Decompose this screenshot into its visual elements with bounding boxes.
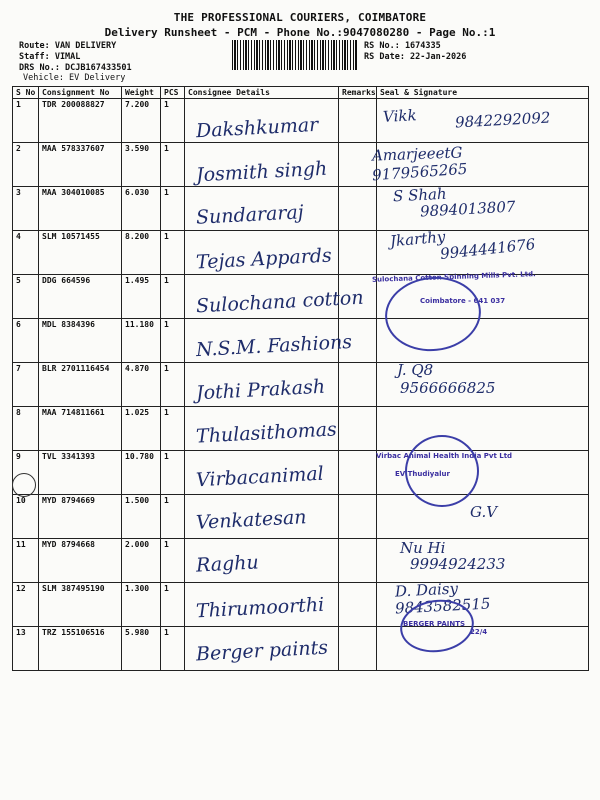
cell-weight: 6.030 (122, 187, 161, 231)
remarks-cell (339, 143, 377, 187)
consignee-cell (185, 143, 339, 187)
cell-weight: 2.000 (122, 539, 161, 583)
handwritten-consignee: Sundararaj (195, 201, 305, 229)
cell-sno: 8 (13, 407, 39, 451)
cell-pcs: 1 (161, 143, 185, 187)
handwritten-signature: Jkarthy (389, 227, 447, 251)
handwritten-signature: S Shah (392, 184, 448, 206)
cell-pcs: 1 (161, 539, 185, 583)
cell-sno: 3 (13, 187, 39, 231)
cell-consignment: MDL 8384396 (39, 319, 122, 363)
handwritten-signature: AmarjeeetG (371, 143, 463, 165)
handwritten-signature: Virbac Animal Health India Pvt Ltd (376, 451, 513, 460)
rs-date: RS Date: 22-Jan-2026 (364, 52, 467, 62)
handwritten-phone: Coimbatore - 641 037 (420, 297, 506, 306)
signature-cell (377, 143, 589, 187)
cell-consignment: MYD 8794668 (39, 539, 122, 583)
handwritten-consignee: Tejas Appards (195, 244, 333, 274)
handwritten-phone: 9842292092 (454, 108, 551, 132)
cell-pcs: 1 (161, 583, 185, 627)
handwritten-phone: 9944441676 (439, 234, 537, 263)
remarks-cell (339, 319, 377, 363)
consignee-cell (185, 231, 339, 275)
signature-cell (377, 99, 589, 143)
cell-sno: 12 (13, 583, 39, 627)
cell-weight: 11.180 (122, 319, 161, 363)
signature-cell (377, 231, 589, 275)
handwritten-consignee: Raghu (195, 551, 260, 577)
handwritten-signature: Sulochana Cotton Spinning Mills Pvt. Ltd. (371, 270, 536, 285)
cell-consignment: MAA 304010085 (39, 187, 122, 231)
cell-sno: 13 (13, 627, 39, 671)
cell-pcs: 1 (161, 495, 185, 539)
handwritten-signature: Vikk (382, 106, 417, 126)
remarks-cell (339, 539, 377, 583)
handwritten-consignee: Sulochana cotton (195, 287, 365, 318)
table-row (13, 627, 589, 671)
cell-weight: 1.300 (122, 583, 161, 627)
remarks-cell (339, 627, 377, 671)
handwritten-phone: 9843582515 (394, 594, 491, 618)
handwritten-consignee: N.S.M. Fashions (195, 330, 353, 362)
cell-sno: 9 (13, 451, 39, 495)
cell-consignment: TVL 3341393 (39, 451, 122, 495)
table-row (13, 143, 589, 187)
table-row (13, 451, 589, 495)
consignee-cell (185, 539, 339, 583)
remarks-cell (339, 451, 377, 495)
cell-pcs: 1 (161, 363, 185, 407)
cell-consignment: BLR 2701116454 (39, 363, 122, 407)
cell-sno: 1 (13, 99, 39, 143)
table-row (13, 99, 589, 143)
cell-sno: 6 (13, 319, 39, 363)
runsheet-subtitle: Delivery Runsheet - PCM - Phone No.:9047080280 - Page No.:1 (104, 26, 496, 39)
cell-consignment: MYD 8794669 (39, 495, 122, 539)
signature-cell (377, 407, 589, 451)
consignee-cell (185, 627, 339, 671)
consignee-cell (185, 451, 339, 495)
handwritten-signature: D. Daisy (394, 578, 459, 601)
route-label: Route: VAN DELIVERY (19, 41, 117, 51)
col-consignee: Consignee Details (185, 87, 339, 99)
handwritten-signature: BERGER PAINTS (403, 620, 466, 629)
col-remarks: Remarks (339, 87, 377, 99)
consignee-cell (185, 363, 339, 407)
cell-pcs: 1 (161, 187, 185, 231)
cell-weight: 7.200 (122, 99, 161, 143)
handwritten-phone: 9566666825 (400, 378, 496, 397)
handwritten-consignee: Venkatesan (195, 506, 307, 535)
cell-consignment: SLM 387495190 (39, 583, 122, 627)
cell-consignment: TRZ 155106516 (39, 627, 122, 671)
cell-consignment: SLM 10571455 (39, 231, 122, 275)
col-signature: Seal & Signature (377, 87, 589, 99)
cell-consignment: TDR 200088827 (39, 99, 122, 143)
handwritten-phone: EV Thudiyalur (395, 469, 450, 478)
signature-cell (377, 184, 589, 231)
col-pcs: PCS (161, 87, 185, 99)
runsheet-table (12, 86, 589, 671)
drs-number: DRS No.: DCJB167433501 (19, 63, 132, 73)
remarks-cell (339, 363, 377, 407)
cell-weight: 1.500 (122, 495, 161, 539)
cell-sno: 11 (13, 539, 39, 583)
cell-pcs: 1 (161, 99, 185, 143)
cell-weight: 1.495 (122, 275, 161, 319)
cell-consignment: MAA 714811661 (39, 407, 122, 451)
remarks-cell (339, 275, 377, 319)
handwritten-phone: 9894013807 (419, 197, 516, 221)
handwritten-consignee: Dakshkumar (195, 113, 319, 143)
cell-sno: 4 (13, 231, 39, 275)
table-row (13, 231, 589, 275)
cell-weight: 5.980 (122, 627, 161, 671)
handwritten-consignee: Thirumoorthi (195, 593, 325, 622)
cell-weight: 8.200 (122, 231, 161, 275)
vehicle-label: Vehicle: EV Delivery (23, 73, 126, 83)
cell-pcs: 1 (161, 319, 185, 363)
cell-pcs: 1 (161, 275, 185, 319)
table-row (13, 363, 589, 407)
handwritten-consignee: Thulasithomas (195, 418, 338, 448)
handwritten-phone: 22/4 (470, 628, 488, 637)
consignee-cell (185, 407, 339, 451)
cell-pcs: 1 (161, 407, 185, 451)
cell-sno: 7 (13, 363, 39, 407)
cell-weight: 10.780 (122, 451, 161, 495)
table-row (13, 187, 589, 231)
cell-weight: 3.590 (122, 143, 161, 187)
consignee-cell (185, 275, 339, 319)
staff-label: Staff: VIMAL (19, 52, 81, 62)
remarks-cell (339, 495, 377, 539)
table-row (13, 495, 589, 539)
cell-weight: 1.025 (122, 407, 161, 451)
cell-pcs: 1 (161, 627, 185, 671)
handwritten-phone: 9179565265 (371, 159, 468, 184)
remarks-cell (339, 187, 377, 231)
col-weight: Weight (122, 87, 161, 99)
table-row (13, 319, 589, 363)
cell-sno: 10 (13, 495, 39, 539)
handwritten-consignee: Berger paints (195, 636, 329, 666)
cell-weight: 4.870 (122, 363, 161, 407)
signature-cell (377, 495, 589, 539)
remarks-cell (339, 583, 377, 627)
remarks-cell (339, 99, 377, 143)
table-row (13, 583, 589, 627)
remarks-cell (339, 407, 377, 451)
handwritten-signature: J. Q8 (397, 360, 434, 379)
table-header-row (13, 87, 589, 99)
consignee-cell (185, 99, 339, 143)
company-seal-stamp (405, 435, 479, 507)
handwritten-consignee: Virbacanimal (195, 462, 325, 492)
cell-sno: 2 (13, 143, 39, 187)
handwritten-signature: Nu Hi (400, 539, 446, 557)
consignee-cell (185, 495, 339, 539)
remarks-cell (339, 231, 377, 275)
table-row (13, 539, 589, 583)
cell-consignment: DDG 664596 (39, 275, 122, 319)
cell-sno: 5 (13, 275, 39, 319)
cell-pcs: 1 (161, 451, 185, 495)
barcode (232, 40, 358, 70)
handwritten-phone: G.V (470, 503, 498, 522)
signature-cell (377, 539, 589, 583)
handwritten-consignee: Josmith singh (195, 157, 328, 187)
handwritten-phone: 9994924233 (410, 555, 506, 573)
signature-cell (377, 360, 589, 407)
cell-consignment: MAA 578337607 (39, 143, 122, 187)
cell-pcs: 1 (161, 231, 185, 275)
col-sno: S No (13, 87, 39, 99)
consignee-cell (185, 583, 339, 627)
consignee-cell (185, 319, 339, 363)
rs-number: RS No.: 1674335 (364, 41, 441, 51)
company-title: THE PROFESSIONAL COURIERS, COIMBATORE (173, 11, 427, 24)
table-row (13, 407, 589, 451)
table-row (13, 275, 589, 319)
consignee-cell (185, 187, 339, 231)
handwritten-consignee: Jothi Prakash (195, 375, 326, 404)
col-consignment: Consignment No (39, 87, 122, 99)
hand-circle-mark (12, 473, 36, 497)
